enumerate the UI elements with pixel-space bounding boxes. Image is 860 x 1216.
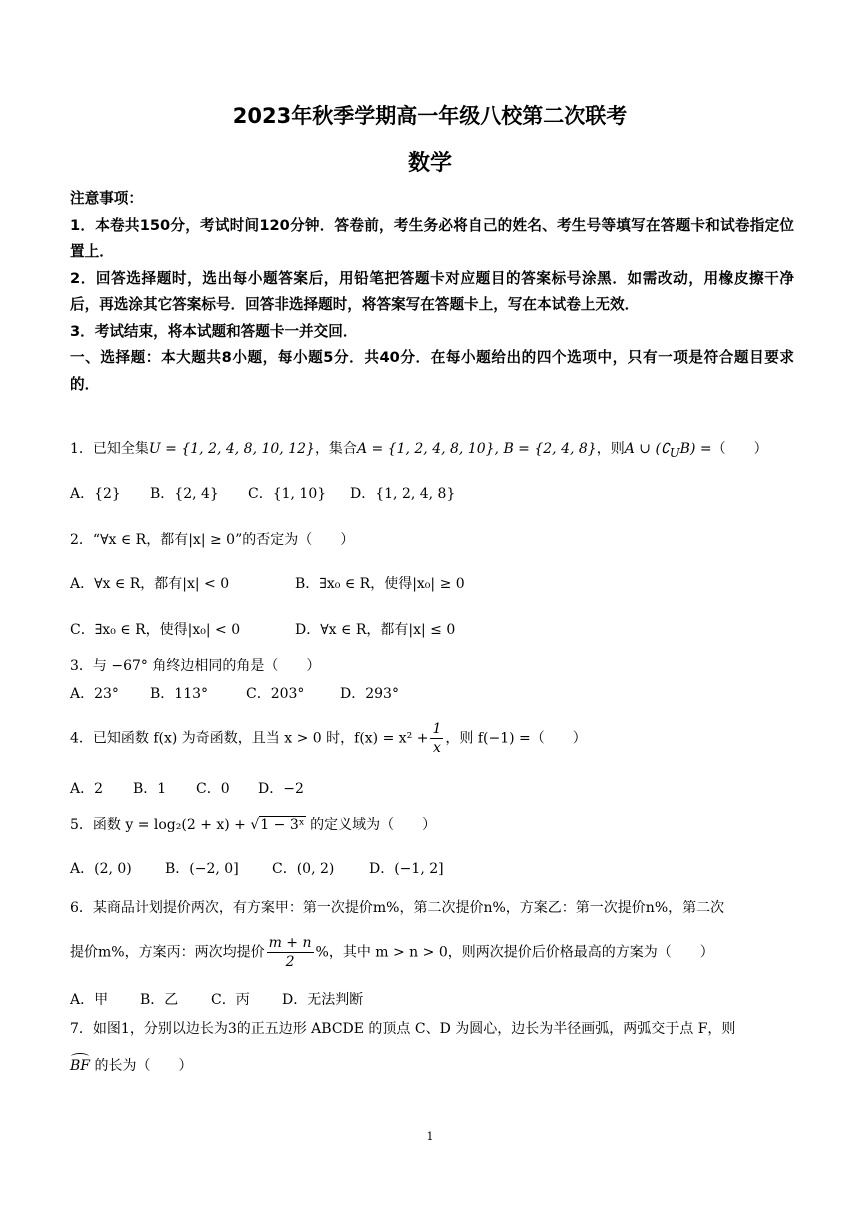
q6-option-a: A．甲 [70,992,109,1008]
q4-tail: ，则 f(−1) =（ ） [445,730,587,747]
q1-expr2: B) = [679,441,712,457]
notice-block [70,186,794,398]
q1-option-d: D．{1, 2, 4, 8} [350,486,456,502]
q3-option-d: D．293° [340,686,399,702]
q1-option-c: C．{1, 10} [248,486,327,502]
q6-numerator: m + n [268,935,312,951]
q5-option-d: D．(−1, 2] [369,861,444,877]
q1-mid: ，集合 [314,441,357,457]
notice-item-2: 2．回答选择题时，选出每小题答案后，用铅笔把答题卡对应题目的答案标号涂黑．如需改动，用橡皮擦干净后，再选涂其它答案标号．回答非选择题时，将答案写在答题卡上，写在本试卷上无效． [70,269,794,313]
q1-lead: 1．已知全集 [70,441,149,457]
q1-sub: U [669,445,680,460]
question-7-line-1: 7．如图1，分别以边长为3的正五边形 ABCDE 的顶点 C、D 为圆心，边长为半径画弧，两弧交于点 F，则 [70,1021,736,1037]
q1-universal-set: U = {1, 2, 4, 8, 10, 12} [148,441,315,457]
q7-tail: 的长为（ ） [90,1058,193,1074]
q2-option-a: A．∀x ∈ R，都有|x| < 0 [70,576,230,592]
q6-lead: 提价m%，方案丙：两次均提价 [70,944,265,961]
q7-arc-label: BF [70,1058,91,1074]
section-heading: 一、选择题：本大题共8小题，每小题5分．共40分．在每小题给出的四个选项中，只有一项是符合题目要求的． [70,349,794,393]
q5-option-c: C．(0, 2) [272,861,335,877]
q5-option-b: B．(−2, 0] [165,861,239,877]
notice-heading: 注意事项： [70,190,143,207]
q4-option-a: A．2 [70,781,104,797]
exam-title: 2023年秋季学期高一年级八校第二次联考 [232,104,628,128]
q6-denominator: 2 [285,954,295,970]
q6-fraction [267,934,314,971]
question-7-line-2 [70,1056,192,1076]
q2-option-d: D．∀x ∈ R，都有|x| ≤ 0 [295,622,456,638]
q5-radicand: 1 − 3ˣ [260,817,305,833]
q1-blank: （ ） [711,441,768,457]
q6-option-c: C．丙 [211,992,250,1008]
q6-tail: %，其中 m > n > 0，则两次提价后价格最高的方案为（ ） [315,944,714,961]
q1-expr: A ∪ (∁ [624,441,670,457]
notice-item-1: 1．本卷共150分，考试时间120分钟．答卷前，考生务必将自己的姓名、考生号等填写在答题卡和试卷指定位置上． [70,216,794,260]
q4-option-d: D．−2 [258,781,304,797]
q5-lead: 5．函数 y = log₂(2 + x) + √ [70,817,260,833]
page-number: 1 [426,1130,434,1143]
q4-option-c: C．0 [196,781,230,797]
q1-option-a: A．{2} [70,486,121,502]
notice-item-3: 3．考试结束，将本试题和答题卡一并交回． [70,322,358,340]
q2-option-c: C．∃x₀ ∈ R，使得|x₀| < 0 [70,622,241,638]
q3-option-b: B．113° [150,686,209,702]
q6-option-d: D．无法判断 [282,992,364,1008]
question-6-line-2 [70,934,714,971]
question-6-line-1: 6．某商品计划提价两次，有方案甲：第一次提价m%，第二次提价n%，方案乙：第一次提价n%，第二次 [70,900,725,916]
q1-option-b: B．{2, 4} [150,486,219,502]
q4-fraction [430,720,443,757]
q4-lead: 4．已知函数 f(x) 为奇函数，且当 x > 0 时，f(x) = x² + [70,730,429,747]
q2-option-b: B．∃x₀ ∈ R，使得|x₀| ≥ 0 [295,576,465,592]
q1-sets: A = {1, 2, 4, 8, 10}, B = {2, 4, 8} [356,441,597,457]
q4-option-b: B．1 [133,781,167,797]
q6-option-b: B．乙 [140,992,179,1008]
question-4 [70,720,587,757]
q4-denominator: x [432,740,441,756]
q1-tail: ，则 [596,441,625,457]
question-1 [70,439,768,463]
q3-option-a: A．23° [70,686,119,702]
question-5 [70,815,436,835]
q4-numerator: 1 [432,721,442,737]
subject-title: 数学 [407,151,452,176]
question-2: 2．“∀x ∈ R，都有|x| ≥ 0”的否定为（ ） [70,532,355,548]
q5-tail: 的定义域为（ ） [305,817,437,833]
question-3: 3．与 −67° 角终边相同的角是（ ） [70,658,321,674]
q5-option-a: A．(2, 0) [70,861,132,877]
q3-option-c: C．203° [246,686,305,702]
